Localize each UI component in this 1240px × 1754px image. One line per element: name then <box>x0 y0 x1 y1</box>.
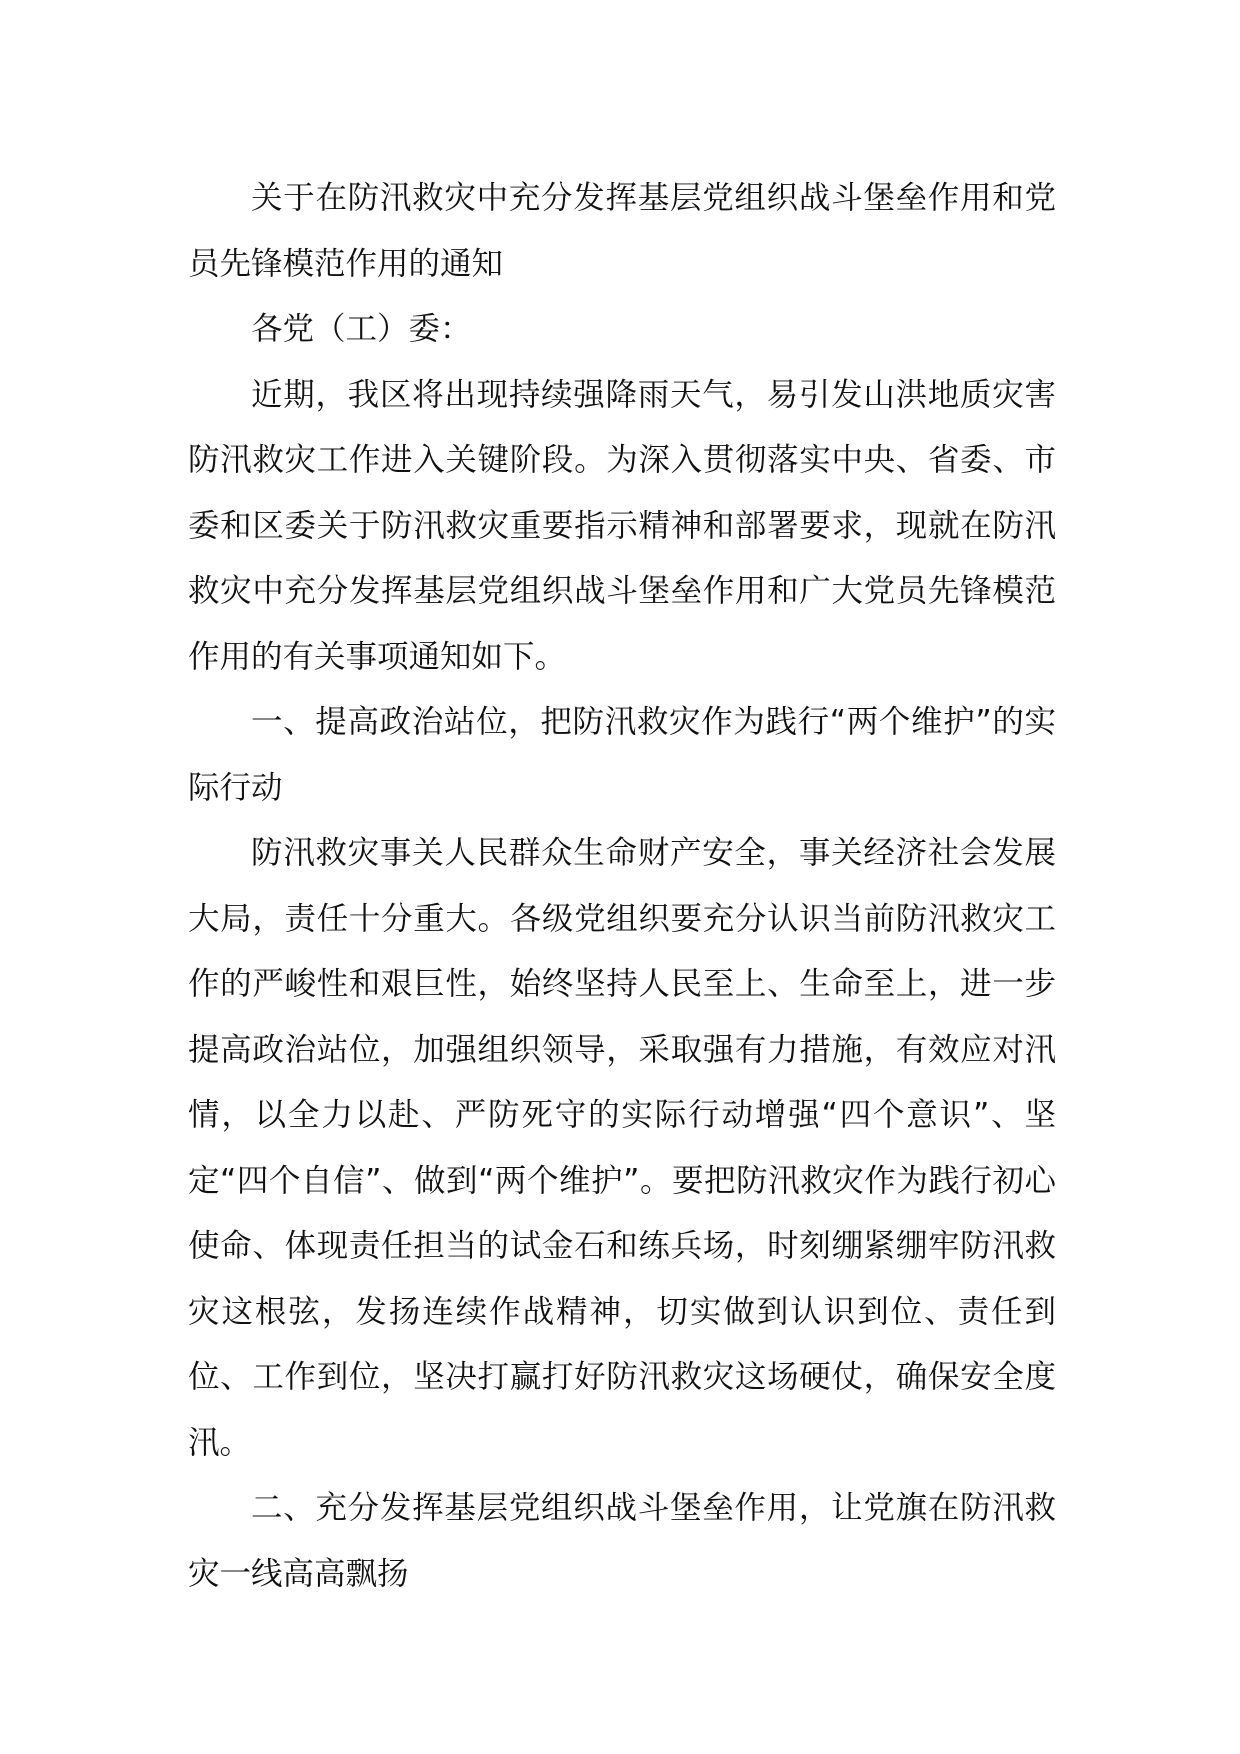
section-1-body: 防汛救灾事关人民群众生命财产安全，事关经济社会发展大局，责任十分重大。各级党组织要充分认识当前防汛救灾工作的严峻性和艰巨性，始终坚持人民至上、生命至上，进一步提高政治站位，加强组织领导，采取强有力措施，有效应对汛情，以全力以赴、严防死守的实际行动增强“四个意识”、坚定“四个自信”、做到“两个维护”。要把防汛救灾作为践行初心使命、体现责任担当的试金石和练兵场，时刻绷紧绷牢防汛救灾这根弦，发扬连续作战精神，切实做到认识到位、责任到位、工作到位，坚决打赢打好防汛救灾这场硬仗，确保安全度汛。 <box>188 835 1056 1461</box>
document-title: 关于在防汛救灾中充分发挥基层党组织战斗堡垒作用和党员先锋模范作用的通知 <box>188 180 1056 282</box>
salutation: 各党（工）委： <box>251 311 472 347</box>
section-2-heading: 二、充分发挥基层党组织战斗堡垒作用，让党旗在防汛救灾一线高高飘扬 <box>188 1490 1056 1592</box>
intro-paragraph: 近期，我区将出现持续强降雨天气，易引发山洪地质灾害防汛救灾工作进入关键阶段。为深入贯彻落实中央、省委、市委和区委关于防汛救灾重要指示精神和部署要求，现就在防汛救灾中充分发挥基层党组织战斗堡垒作用和广大党员先锋模范作用的有关事项通知如下。 <box>188 376 1056 675</box>
section-1-heading: 一、提高政治站位，把防汛救灾作为践行“两个维护”的实际行动 <box>188 704 1056 806</box>
document-page <box>188 166 1056 1607</box>
